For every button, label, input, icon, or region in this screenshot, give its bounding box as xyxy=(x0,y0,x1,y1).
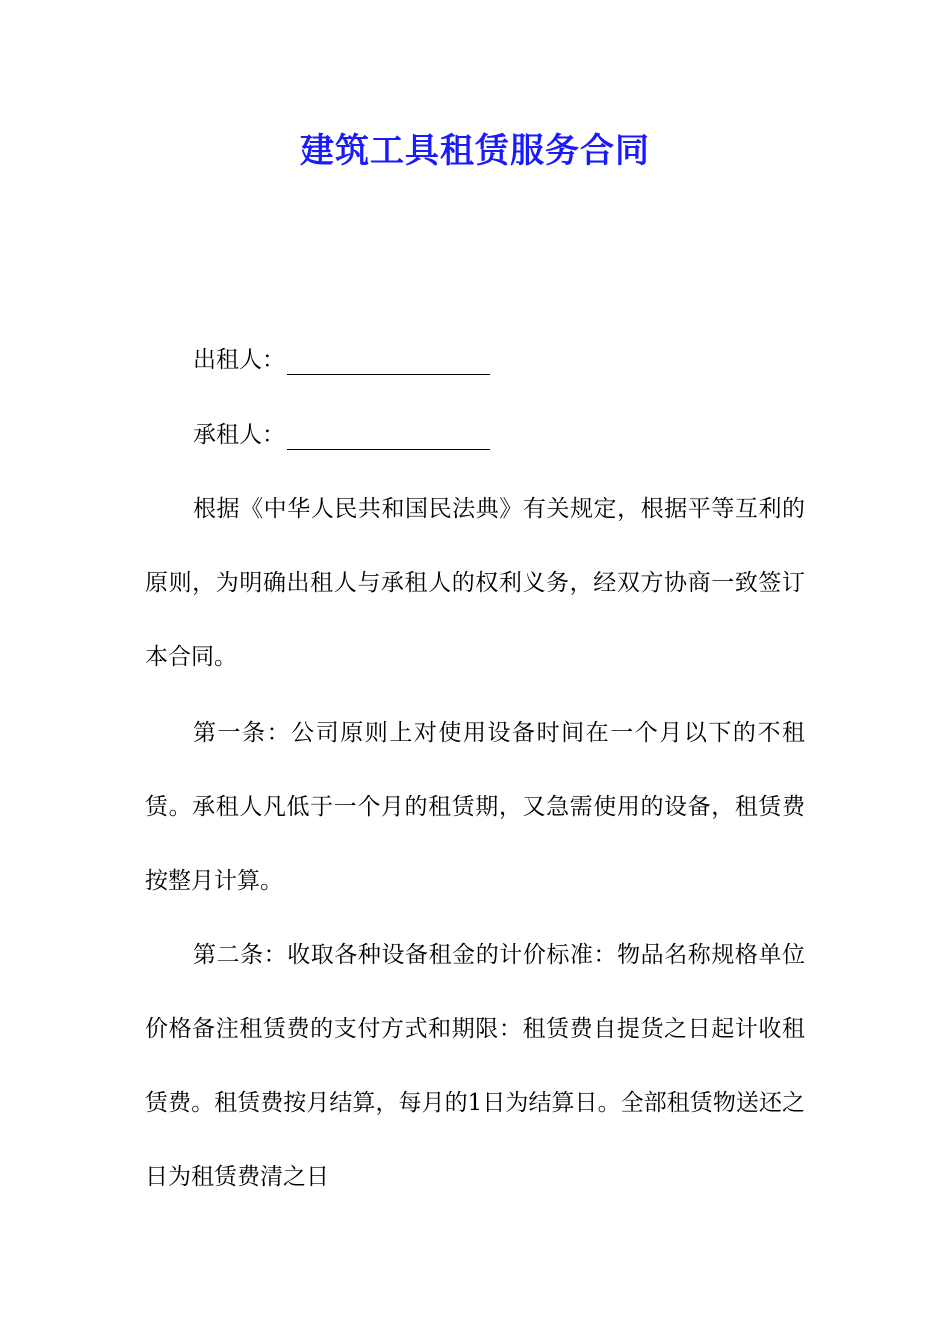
paragraph-article-2: 第二条：收取各种设备租金的计价标准：物品名称规格单位价格备注租赁费的支付方式和期限：租赁费自提货之日起计收租赁费。租赁费按月结算，每月的1日为结算日。全部租赁物送还之日为租赁费清之日 xyxy=(145,942,805,1190)
paragraph-preamble: 根据《中华人民共和国民法典》有关规定，根据平等互利的原则，为明确出租人与承租人的权利义务，经双方协商一致签订本合同。 xyxy=(145,496,805,670)
lessee-field xyxy=(193,420,490,450)
document-title: 建筑工具租赁服务合同 xyxy=(300,131,650,171)
lessor-label: 出租人： xyxy=(193,347,285,373)
lessee-blank-line xyxy=(287,427,490,450)
lessee-label: 承租人： xyxy=(193,422,285,448)
paragraph-article-1: 第一条：公司原则上对使用设备时间在一个月以下的不租赁。承租人凡低于一个月的租赁期，又急需使用的设备，租赁费按整月计算。 xyxy=(145,720,805,894)
lessor-field xyxy=(193,345,490,375)
lessor-blank-line xyxy=(287,352,490,375)
